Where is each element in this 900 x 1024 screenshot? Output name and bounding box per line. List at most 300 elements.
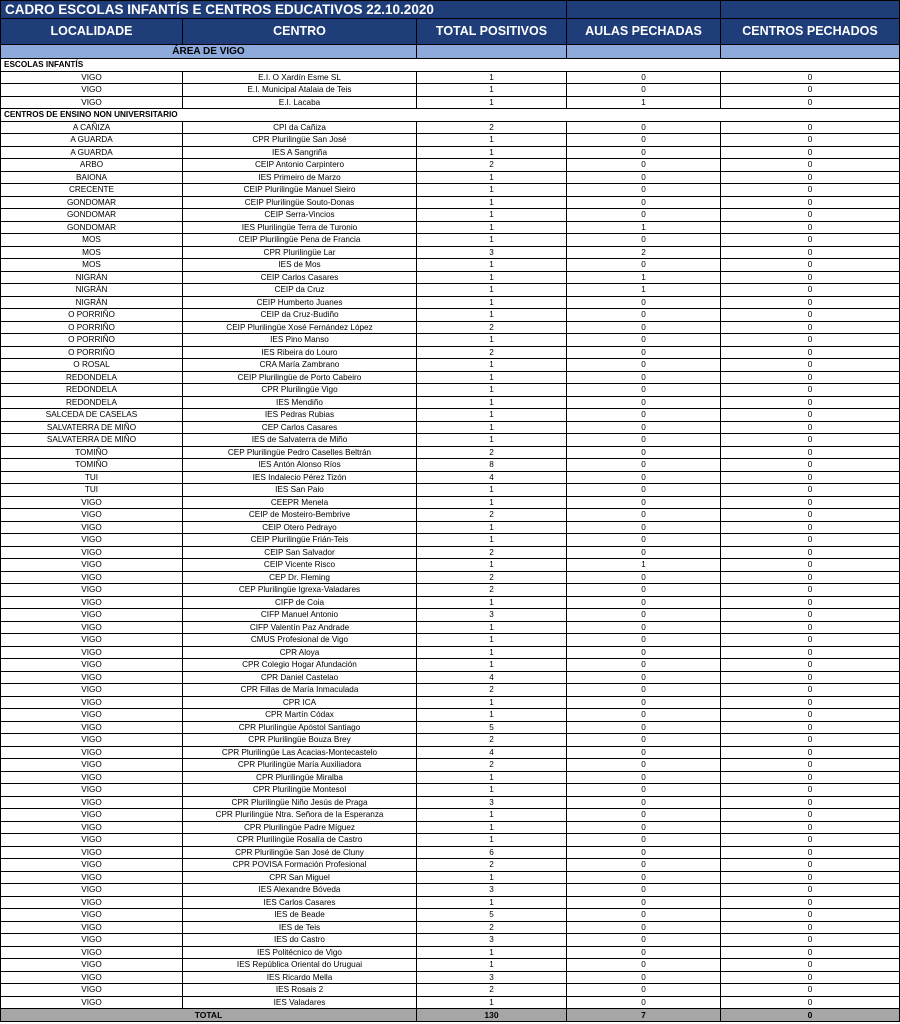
table-row bbox=[1, 71, 900, 84]
cell-localidade: VIGO bbox=[1, 509, 183, 522]
cell-centro: CPR Plurilingüe San José de Cluny bbox=[183, 846, 417, 859]
cell-localidade: O PORRIÑO bbox=[1, 334, 183, 347]
cell-centro: CRA María Zambrano bbox=[183, 359, 417, 372]
cell-centro: CPR ICA bbox=[183, 696, 417, 709]
total-label: TOTAL bbox=[1, 1009, 417, 1022]
cell-aulas-pechadas: 0 bbox=[567, 784, 721, 797]
table-row bbox=[1, 646, 900, 659]
cell-localidade: NIGRÁN bbox=[1, 284, 183, 297]
cell-total-positivos: 1 bbox=[417, 234, 567, 247]
cell-total-positivos: 1 bbox=[417, 259, 567, 272]
cell-localidade: VIGO bbox=[1, 559, 183, 572]
cell-aulas-pechadas: 0 bbox=[567, 896, 721, 909]
cell-centros-pechados: 0 bbox=[721, 321, 900, 334]
cell-localidade: VIGO bbox=[1, 771, 183, 784]
cell-centro: IES do Castro bbox=[183, 934, 417, 947]
cell-aulas-pechadas: 0 bbox=[567, 259, 721, 272]
cell-localidade: VIGO bbox=[1, 821, 183, 834]
cell-total-positivos: 1 bbox=[417, 146, 567, 159]
cell-centro: CEIP Carlos Casares bbox=[183, 271, 417, 284]
table-row bbox=[1, 521, 900, 534]
table-row bbox=[1, 659, 900, 672]
cell-aulas-pechadas: 0 bbox=[567, 984, 721, 997]
area-row bbox=[1, 45, 900, 59]
table-row bbox=[1, 296, 900, 309]
cell-centros-pechados: 0 bbox=[721, 784, 900, 797]
cell-total-positivos: 1 bbox=[417, 821, 567, 834]
total-row bbox=[1, 1009, 900, 1022]
cell-centros-pechados: 0 bbox=[721, 459, 900, 472]
cell-centros-pechados: 0 bbox=[721, 609, 900, 622]
cell-centros-pechados: 0 bbox=[721, 471, 900, 484]
table-row bbox=[1, 271, 900, 284]
cell-aulas-pechadas: 0 bbox=[567, 159, 721, 172]
cell-aulas-pechadas: 0 bbox=[567, 421, 721, 434]
table-row bbox=[1, 609, 900, 622]
cell-aulas-pechadas: 0 bbox=[567, 534, 721, 547]
cell-localidade: VIGO bbox=[1, 946, 183, 959]
cell-centros-pechados: 0 bbox=[721, 696, 900, 709]
cell-centros-pechados: 0 bbox=[721, 646, 900, 659]
section-title: ESCOLAS INFANTÍS bbox=[1, 59, 900, 72]
table-row bbox=[1, 684, 900, 697]
cell-centro: CPR Plurilingüe San José bbox=[183, 134, 417, 147]
cell-aulas-pechadas: 0 bbox=[567, 484, 721, 497]
cell-centro: CEIP de Mosteiro-Bembrive bbox=[183, 509, 417, 522]
cell-centros-pechados: 0 bbox=[721, 709, 900, 722]
cell-localidade: VIGO bbox=[1, 734, 183, 747]
cell-centro: CEIP da Cruz bbox=[183, 284, 417, 297]
cell-total-positivos: 1 bbox=[417, 271, 567, 284]
cell-centros-pechados: 0 bbox=[721, 209, 900, 222]
cell-aulas-pechadas: 0 bbox=[567, 671, 721, 684]
cell-aulas-pechadas: 1 bbox=[567, 284, 721, 297]
cell-total-positivos: 5 bbox=[417, 909, 567, 922]
table-row bbox=[1, 121, 900, 134]
cell-localidade: SALVATERRA DE MIÑO bbox=[1, 434, 183, 447]
cell-centro: E.I. O Xardín Esme SL bbox=[183, 71, 417, 84]
cell-total-positivos: 1 bbox=[417, 996, 567, 1009]
cell-centros-pechados: 0 bbox=[721, 346, 900, 359]
cell-localidade: VIGO bbox=[1, 646, 183, 659]
cell-aulas-pechadas: 0 bbox=[567, 696, 721, 709]
cell-aulas-pechadas: 1 bbox=[567, 221, 721, 234]
cell-total-positivos: 1 bbox=[417, 484, 567, 497]
cell-aulas-pechadas: 0 bbox=[567, 809, 721, 822]
table-row bbox=[1, 384, 900, 397]
cell-centros-pechados: 0 bbox=[721, 921, 900, 934]
table-row bbox=[1, 446, 900, 459]
table-row bbox=[1, 484, 900, 497]
cell-total-positivos: 2 bbox=[417, 159, 567, 172]
cell-aulas-pechadas: 0 bbox=[567, 434, 721, 447]
cell-centros-pechados: 0 bbox=[721, 309, 900, 322]
cell-centros-pechados: 0 bbox=[721, 746, 900, 759]
cell-aulas-pechadas: 0 bbox=[567, 646, 721, 659]
cell-total-positivos: 1 bbox=[417, 946, 567, 959]
cell-localidade: ARBO bbox=[1, 159, 183, 172]
cell-centro: CEIP Serra-Vincios bbox=[183, 209, 417, 222]
table-row bbox=[1, 396, 900, 409]
cell-total-positivos: 1 bbox=[417, 596, 567, 609]
title-fill bbox=[567, 1, 721, 19]
cell-centro: CEP Plurilingüe Igrexa-Valadares bbox=[183, 584, 417, 597]
cell-localidade: O PORRIÑO bbox=[1, 309, 183, 322]
table-row bbox=[1, 96, 900, 109]
table-row bbox=[1, 159, 900, 172]
cell-aulas-pechadas: 0 bbox=[567, 946, 721, 959]
cell-total-positivos: 1 bbox=[417, 296, 567, 309]
cell-total-positivos: 1 bbox=[417, 384, 567, 397]
cell-total-positivos: 1 bbox=[417, 771, 567, 784]
cell-total-positivos: 1 bbox=[417, 96, 567, 109]
cell-centros-pechados: 0 bbox=[721, 234, 900, 247]
cell-centro: IES de Teis bbox=[183, 921, 417, 934]
cell-localidade: VIGO bbox=[1, 959, 183, 972]
cell-centro: IES Ricardo Mella bbox=[183, 971, 417, 984]
cell-localidade: O ROSAL bbox=[1, 359, 183, 372]
cell-aulas-pechadas: 0 bbox=[567, 296, 721, 309]
cell-centros-pechados: 0 bbox=[721, 446, 900, 459]
cell-localidade: VIGO bbox=[1, 696, 183, 709]
cell-total-positivos: 1 bbox=[417, 71, 567, 84]
cell-total-positivos: 2 bbox=[417, 121, 567, 134]
cell-total-positivos: 2 bbox=[417, 859, 567, 872]
table-row bbox=[1, 284, 900, 297]
cell-centro: CIFP Manuel Antonio bbox=[183, 609, 417, 622]
cell-centro: CIFP Valentín Paz Andrade bbox=[183, 621, 417, 634]
cell-localidade: TOMIÑO bbox=[1, 446, 183, 459]
cell-localidade: VIGO bbox=[1, 896, 183, 909]
cell-centros-pechados: 0 bbox=[721, 421, 900, 434]
cell-total-positivos: 1 bbox=[417, 496, 567, 509]
cell-centros-pechados: 0 bbox=[721, 821, 900, 834]
cell-total-positivos: 2 bbox=[417, 921, 567, 934]
cell-centro: CEIP Plurilingüe Manuel Sieiro bbox=[183, 184, 417, 197]
cell-aulas-pechadas: 0 bbox=[567, 121, 721, 134]
cell-total-positivos: 2 bbox=[417, 584, 567, 597]
cell-localidade: VIGO bbox=[1, 671, 183, 684]
table-row bbox=[1, 496, 900, 509]
cell-centros-pechados: 0 bbox=[721, 396, 900, 409]
table-row bbox=[1, 884, 900, 897]
cell-localidade: VIGO bbox=[1, 921, 183, 934]
header-aulas-pechadas: AULAS PECHADAS bbox=[567, 19, 721, 45]
cell-total-positivos: 1 bbox=[417, 284, 567, 297]
cell-localidade: TOMIÑO bbox=[1, 459, 183, 472]
cell-localidade: VIGO bbox=[1, 609, 183, 622]
cell-total-positivos: 1 bbox=[417, 84, 567, 97]
cell-aulas-pechadas: 0 bbox=[567, 146, 721, 159]
cell-localidade: REDONDELA bbox=[1, 384, 183, 397]
cell-centro: CEIP Otero Pedrayo bbox=[183, 521, 417, 534]
cell-localidade: MOS bbox=[1, 259, 183, 272]
cell-localidade: VIGO bbox=[1, 621, 183, 634]
table-row bbox=[1, 546, 900, 559]
cell-total-positivos: 1 bbox=[417, 184, 567, 197]
table-row bbox=[1, 309, 900, 322]
cell-total-positivos: 1 bbox=[417, 221, 567, 234]
table-row bbox=[1, 221, 900, 234]
cell-total-positivos: 1 bbox=[417, 696, 567, 709]
cell-total-positivos: 1 bbox=[417, 534, 567, 547]
cell-localidade: NIGRÁN bbox=[1, 296, 183, 309]
cell-centro: IES Mendiño bbox=[183, 396, 417, 409]
cell-aulas-pechadas: 0 bbox=[567, 571, 721, 584]
cell-aulas-pechadas: 0 bbox=[567, 509, 721, 522]
cell-centro: IES Ribeira do Louro bbox=[183, 346, 417, 359]
cell-centros-pechados: 0 bbox=[721, 771, 900, 784]
table-row bbox=[1, 459, 900, 472]
cell-aulas-pechadas: 0 bbox=[567, 734, 721, 747]
cell-centro: IES de Salvaterra de Miño bbox=[183, 434, 417, 447]
cell-centro: IES San Paio bbox=[183, 484, 417, 497]
page-title: CADRO ESCOLAS INFANTÍS E CENTROS EDUCATIVOS 22.10.2020 bbox=[1, 1, 567, 19]
cell-total-positivos: 1 bbox=[417, 371, 567, 384]
table-row bbox=[1, 759, 900, 772]
cell-centro: CEIP Vicente Risco bbox=[183, 559, 417, 572]
cell-localidade: VIGO bbox=[1, 859, 183, 872]
cell-centros-pechados: 0 bbox=[721, 946, 900, 959]
table-row bbox=[1, 746, 900, 759]
table-row bbox=[1, 471, 900, 484]
cell-localidade: VIGO bbox=[1, 596, 183, 609]
header-centros-pechados: CENTROS PECHADOS bbox=[721, 19, 900, 45]
cell-centro: CPR Daniel Castelao bbox=[183, 671, 417, 684]
cell-aulas-pechadas: 0 bbox=[567, 746, 721, 759]
cell-localidade: VIGO bbox=[1, 584, 183, 597]
cell-total-positivos: 2 bbox=[417, 321, 567, 334]
table-row bbox=[1, 321, 900, 334]
cell-aulas-pechadas: 0 bbox=[567, 934, 721, 947]
cell-centro: CEEPR Menela bbox=[183, 496, 417, 509]
cell-centro: CEIP Plurilingüe Pena de Francia bbox=[183, 234, 417, 247]
table-row bbox=[1, 596, 900, 609]
cell-total-positivos: 2 bbox=[417, 759, 567, 772]
table-row bbox=[1, 796, 900, 809]
header-centro: CENTRO bbox=[183, 19, 417, 45]
cell-total-positivos: 1 bbox=[417, 559, 567, 572]
cell-aulas-pechadas: 0 bbox=[567, 796, 721, 809]
cell-centros-pechados: 0 bbox=[721, 809, 900, 822]
cell-centro: CEP Carlos Casares bbox=[183, 421, 417, 434]
cell-centro: CPR Plurilingüe Montesol bbox=[183, 784, 417, 797]
cell-total-positivos: 2 bbox=[417, 734, 567, 747]
cell-localidade: VIGO bbox=[1, 71, 183, 84]
cell-total-positivos: 1 bbox=[417, 834, 567, 847]
cell-centro: CEIP Plurilingüe Frián-Teis bbox=[183, 534, 417, 547]
cell-aulas-pechadas: 2 bbox=[567, 246, 721, 259]
cell-total-positivos: 1 bbox=[417, 309, 567, 322]
cell-centros-pechados: 0 bbox=[721, 871, 900, 884]
cell-localidade: VIGO bbox=[1, 996, 183, 1009]
cell-total-positivos: 1 bbox=[417, 659, 567, 672]
total-centros-pechados: 0 bbox=[721, 1009, 900, 1022]
cell-centros-pechados: 0 bbox=[721, 971, 900, 984]
table-row bbox=[1, 171, 900, 184]
table-row bbox=[1, 509, 900, 522]
cell-localidade: VIGO bbox=[1, 521, 183, 534]
cell-centros-pechados: 0 bbox=[721, 246, 900, 259]
cell-total-positivos: 1 bbox=[417, 434, 567, 447]
cell-localidade: VIGO bbox=[1, 534, 183, 547]
cell-total-positivos: 4 bbox=[417, 671, 567, 684]
cell-localidade: GONDOMAR bbox=[1, 209, 183, 222]
cell-total-positivos: 8 bbox=[417, 459, 567, 472]
table-row bbox=[1, 709, 900, 722]
cell-centros-pechados: 0 bbox=[721, 734, 900, 747]
cell-centro: CIFP de Coia bbox=[183, 596, 417, 609]
cell-aulas-pechadas: 0 bbox=[567, 621, 721, 634]
table-row bbox=[1, 421, 900, 434]
cell-centro: CEIP San Salvador bbox=[183, 546, 417, 559]
cell-localidade: VIGO bbox=[1, 659, 183, 672]
table-row bbox=[1, 259, 900, 272]
cell-centros-pechados: 0 bbox=[721, 296, 900, 309]
table-row bbox=[1, 959, 900, 972]
cell-centro: CPR POVISA Formación Profesional bbox=[183, 859, 417, 872]
cell-centros-pechados: 0 bbox=[721, 859, 900, 872]
area-fill bbox=[567, 45, 721, 59]
cell-aulas-pechadas: 0 bbox=[567, 71, 721, 84]
cell-aulas-pechadas: 0 bbox=[567, 871, 721, 884]
cell-centro: IES Primeiro de Marzo bbox=[183, 171, 417, 184]
cell-centros-pechados: 0 bbox=[721, 534, 900, 547]
cell-centro: CEIP Plurilingüe Souto-Donas bbox=[183, 196, 417, 209]
cell-total-positivos: 2 bbox=[417, 546, 567, 559]
cell-centros-pechados: 0 bbox=[721, 334, 900, 347]
cell-aulas-pechadas: 0 bbox=[567, 859, 721, 872]
table-row bbox=[1, 634, 900, 647]
cell-centros-pechados: 0 bbox=[721, 884, 900, 897]
cell-centros-pechados: 0 bbox=[721, 284, 900, 297]
cell-aulas-pechadas: 0 bbox=[567, 371, 721, 384]
cell-total-positivos: 1 bbox=[417, 709, 567, 722]
cell-localidade: VIGO bbox=[1, 634, 183, 647]
cell-centro: IES Rosais 2 bbox=[183, 984, 417, 997]
cell-centros-pechados: 0 bbox=[721, 934, 900, 947]
cell-total-positivos: 3 bbox=[417, 971, 567, 984]
cell-aulas-pechadas: 1 bbox=[567, 96, 721, 109]
cell-centros-pechados: 0 bbox=[721, 559, 900, 572]
cell-centro: CPR San Miguel bbox=[183, 871, 417, 884]
cell-centro: CEIP Humberto Juanes bbox=[183, 296, 417, 309]
cell-localidade: VIGO bbox=[1, 721, 183, 734]
cell-total-positivos: 6 bbox=[417, 846, 567, 859]
cell-centros-pechados: 0 bbox=[721, 721, 900, 734]
cell-centro: IES Pedras Rubias bbox=[183, 409, 417, 422]
table-row bbox=[1, 434, 900, 447]
cell-total-positivos: 1 bbox=[417, 209, 567, 222]
cell-aulas-pechadas: 0 bbox=[567, 321, 721, 334]
cell-total-positivos: 1 bbox=[417, 634, 567, 647]
cell-aulas-pechadas: 0 bbox=[567, 546, 721, 559]
cell-aulas-pechadas: 0 bbox=[567, 959, 721, 972]
cell-centro: CEIP Plurilingüe Xosé Fernández López bbox=[183, 321, 417, 334]
cell-centros-pechados: 0 bbox=[721, 146, 900, 159]
cell-aulas-pechadas: 0 bbox=[567, 759, 721, 772]
cell-aulas-pechadas: 0 bbox=[567, 909, 721, 922]
cell-localidade: GONDOMAR bbox=[1, 221, 183, 234]
table-row bbox=[1, 946, 900, 959]
cell-total-positivos: 3 bbox=[417, 934, 567, 947]
cell-localidade: VIGO bbox=[1, 834, 183, 847]
cell-aulas-pechadas: 0 bbox=[567, 709, 721, 722]
cell-aulas-pechadas: 0 bbox=[567, 384, 721, 397]
cell-aulas-pechadas: 0 bbox=[567, 346, 721, 359]
cell-localidade: VIGO bbox=[1, 784, 183, 797]
table-row bbox=[1, 346, 900, 359]
cell-aulas-pechadas: 1 bbox=[567, 271, 721, 284]
cell-aulas-pechadas: 0 bbox=[567, 359, 721, 372]
cell-centros-pechados: 0 bbox=[721, 121, 900, 134]
cell-aulas-pechadas: 1 bbox=[567, 559, 721, 572]
cell-centros-pechados: 0 bbox=[721, 996, 900, 1009]
cell-localidade: REDONDELA bbox=[1, 396, 183, 409]
cell-centro: CPR Plurilingüe Bouza Brey bbox=[183, 734, 417, 747]
area-fill bbox=[721, 45, 900, 59]
cell-total-positivos: 1 bbox=[417, 359, 567, 372]
cell-aulas-pechadas: 0 bbox=[567, 309, 721, 322]
cell-centro: CPR Colegio Hogar Afundación bbox=[183, 659, 417, 672]
cell-localidade: SALVATERRA DE MIÑO bbox=[1, 421, 183, 434]
cell-localidade: VIGO bbox=[1, 96, 183, 109]
table-row bbox=[1, 621, 900, 634]
cell-aulas-pechadas: 0 bbox=[567, 721, 721, 734]
header-localidade: LOCALIDADE bbox=[1, 19, 183, 45]
cell-total-positivos: 2 bbox=[417, 446, 567, 459]
cell-aulas-pechadas: 0 bbox=[567, 846, 721, 859]
cell-aulas-pechadas: 0 bbox=[567, 334, 721, 347]
cell-localidade: VIGO bbox=[1, 846, 183, 859]
table-row bbox=[1, 234, 900, 247]
cell-total-positivos: 2 bbox=[417, 984, 567, 997]
cell-aulas-pechadas: 0 bbox=[567, 884, 721, 897]
cell-total-positivos: 2 bbox=[417, 684, 567, 697]
table-row bbox=[1, 671, 900, 684]
cell-localidade: VIGO bbox=[1, 571, 183, 584]
table-row bbox=[1, 371, 900, 384]
cell-localidade: VIGO bbox=[1, 909, 183, 922]
table-row bbox=[1, 734, 900, 747]
cell-localidade: SALCEDA DE CASELAS bbox=[1, 409, 183, 422]
cell-centro: IES A Sangriña bbox=[183, 146, 417, 159]
cell-total-positivos: 1 bbox=[417, 646, 567, 659]
cell-centros-pechados: 0 bbox=[721, 384, 900, 397]
cell-centros-pechados: 0 bbox=[721, 759, 900, 772]
cell-aulas-pechadas: 0 bbox=[567, 446, 721, 459]
cell-aulas-pechadas: 0 bbox=[567, 609, 721, 622]
cell-centro: E.I. Municipal Atalaia de Teis bbox=[183, 84, 417, 97]
cell-total-positivos: 3 bbox=[417, 609, 567, 622]
table-row bbox=[1, 246, 900, 259]
cell-aulas-pechadas: 0 bbox=[567, 234, 721, 247]
cell-aulas-pechadas: 0 bbox=[567, 584, 721, 597]
cell-localidade: VIGO bbox=[1, 709, 183, 722]
cell-localidade: VIGO bbox=[1, 546, 183, 559]
cell-centro: CEP Plurilingüe Pedro Caselles Beltrán bbox=[183, 446, 417, 459]
cell-centros-pechados: 0 bbox=[721, 184, 900, 197]
cell-localidade: TUI bbox=[1, 471, 183, 484]
cell-aulas-pechadas: 0 bbox=[567, 771, 721, 784]
cell-localidade: MOS bbox=[1, 234, 183, 247]
cell-localidade: GONDOMAR bbox=[1, 196, 183, 209]
cell-total-positivos: 1 bbox=[417, 409, 567, 422]
cell-localidade: VIGO bbox=[1, 934, 183, 947]
cell-localidade: BAIONA bbox=[1, 171, 183, 184]
total-positivos: 130 bbox=[417, 1009, 567, 1022]
cell-centros-pechados: 0 bbox=[721, 271, 900, 284]
